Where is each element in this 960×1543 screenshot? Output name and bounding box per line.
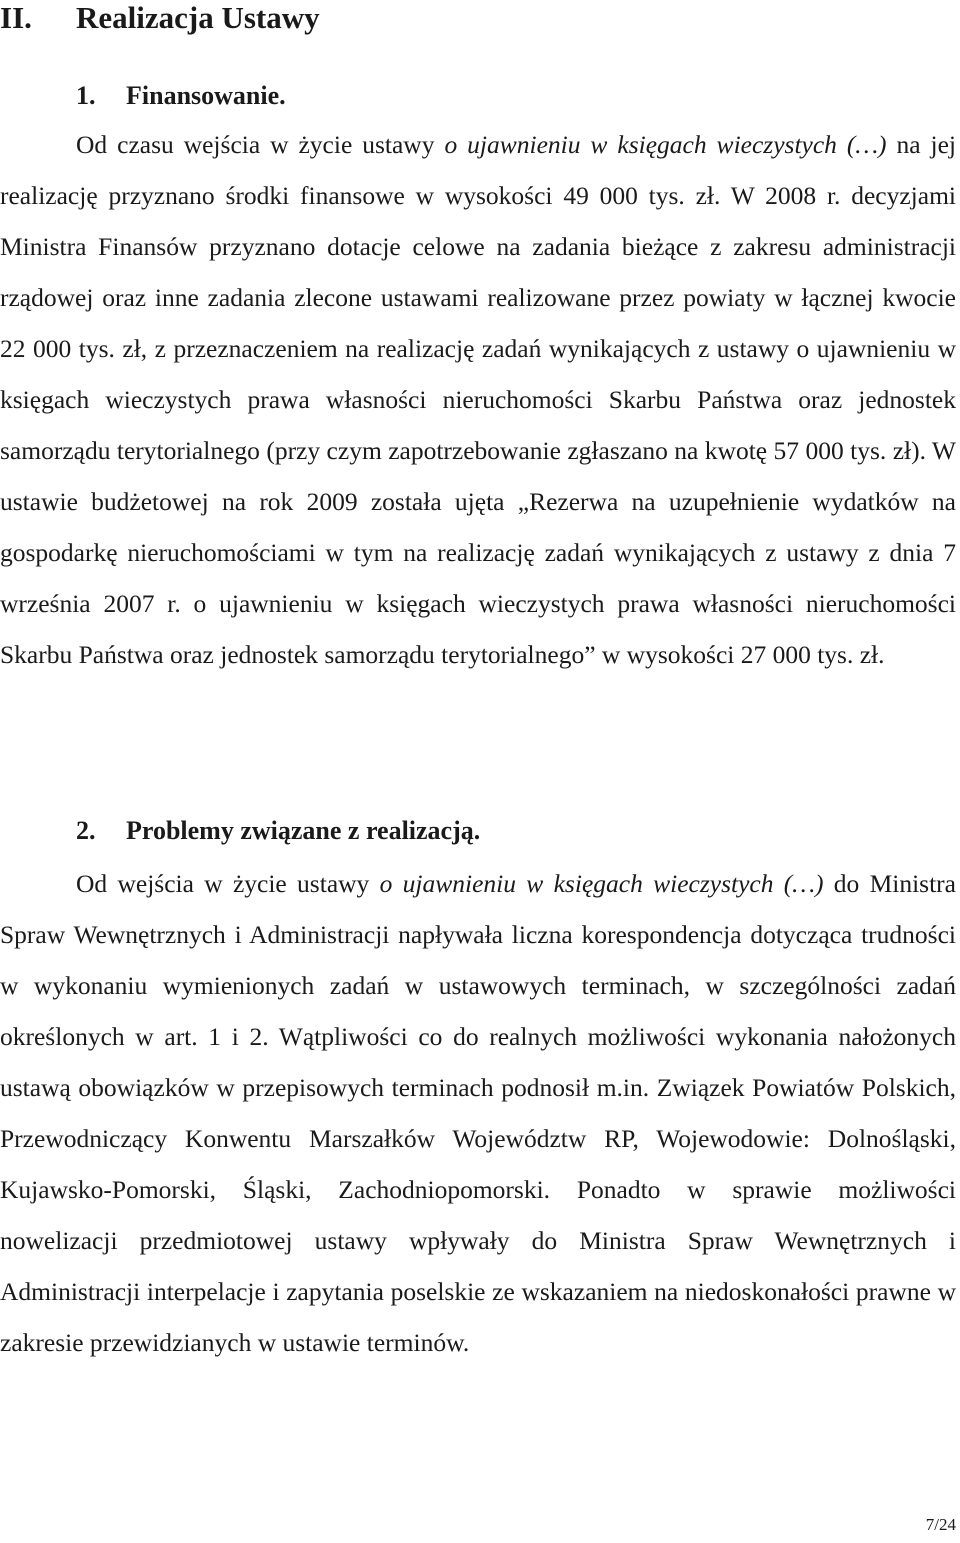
section-title: Realizacja Ustawy (76, 0, 320, 35)
subsection-title: Problemy związane z realizacją. (126, 816, 481, 845)
section-number: II. (0, 0, 32, 35)
paragraph-financing (0, 119, 956, 680)
paragraph-run-italic: o ujawnieniu w księgach wieczystych (…) (444, 130, 887, 159)
subsection-number: 1. (76, 81, 96, 110)
paragraph-run: na jej realizację przyznano środki finansowe w wysokości 49 000 tys. zł. W 2008 r. decyzjami Ministra Finansów przyznano dotacje celowe na zadania bieżące z zakresu administracji rządowej oraz inne zadania zlecone ustawami realizowane przez powiaty w łącznej kwocie 22 000 tys. zł, z przeznaczeniem na realizację zadań wynikających z ustawy o ujawnieniu w księgach wieczystych prawa własności nieruchomości Skarbu Państwa oraz jednostek samorządu terytorialnego (przy czym zapotrzebowanie zgłaszano na kwotę 57 000 tys. zł). W ustawie budżetowej na rok 2009 została ujęta „Rezerwa na uzupełnienie wydatków na gospodarkę nieruchomościami w tym na realizację zadań wynikających z ustawy z dnia 7 września 2007 r. o ujawnieniu w księgach wieczystych prawa własności nieruchomości Skarbu Państwa oraz jednostek samorządu terytorialnego” w wysokości 27 000 tys. zł. (0, 130, 957, 669)
page-number: 7/24 (925, 1515, 956, 1534)
paragraph-run: Od czasu wejścia w życie ustawy (76, 130, 445, 159)
section-heading (0, 0, 320, 36)
paragraph-run: do Ministra Spraw Wewnętrznych i Administracji napływała liczna korespondencja dotycząca trudności w wykonaniu wymienionych zadań w ustawowych terminach, w szczególności zadań określonych w art. 1 i 2. Wątpliwości co do realnych możliwości wykonania nałożonych ustawą obowiązków w przepisowych terminach podnosił m.in. Związek Powiatów Polskich, Przewodniczący Konwentu Marszałków Województw RP, Wojewodowie: Dolnośląski, Kujawsko-Pomorski, Śląski, Zachodniopomorski. Ponadto w sprawie możliwości nowelizacji przedmiotowej ustawy wpływały do Ministra Spraw Wewnętrznych i Administracji interpelacje i zapytania poselskie ze wskazaniem na niedoskonałości prawne w zakresie przewidzianych w ustawie terminów. (0, 869, 956, 1357)
paragraph-problems (0, 858, 956, 1368)
subsection-heading-financing (76, 81, 286, 111)
subsection-title: Finansowanie. (126, 81, 286, 110)
subsection-heading-problems (76, 816, 480, 846)
paragraph-run-italic: o ujawnieniu w księgach wieczystych (…) (379, 869, 824, 898)
subsection-number: 2. (76, 816, 96, 845)
paragraph-run: Od wejścia w życie ustawy (76, 869, 380, 898)
